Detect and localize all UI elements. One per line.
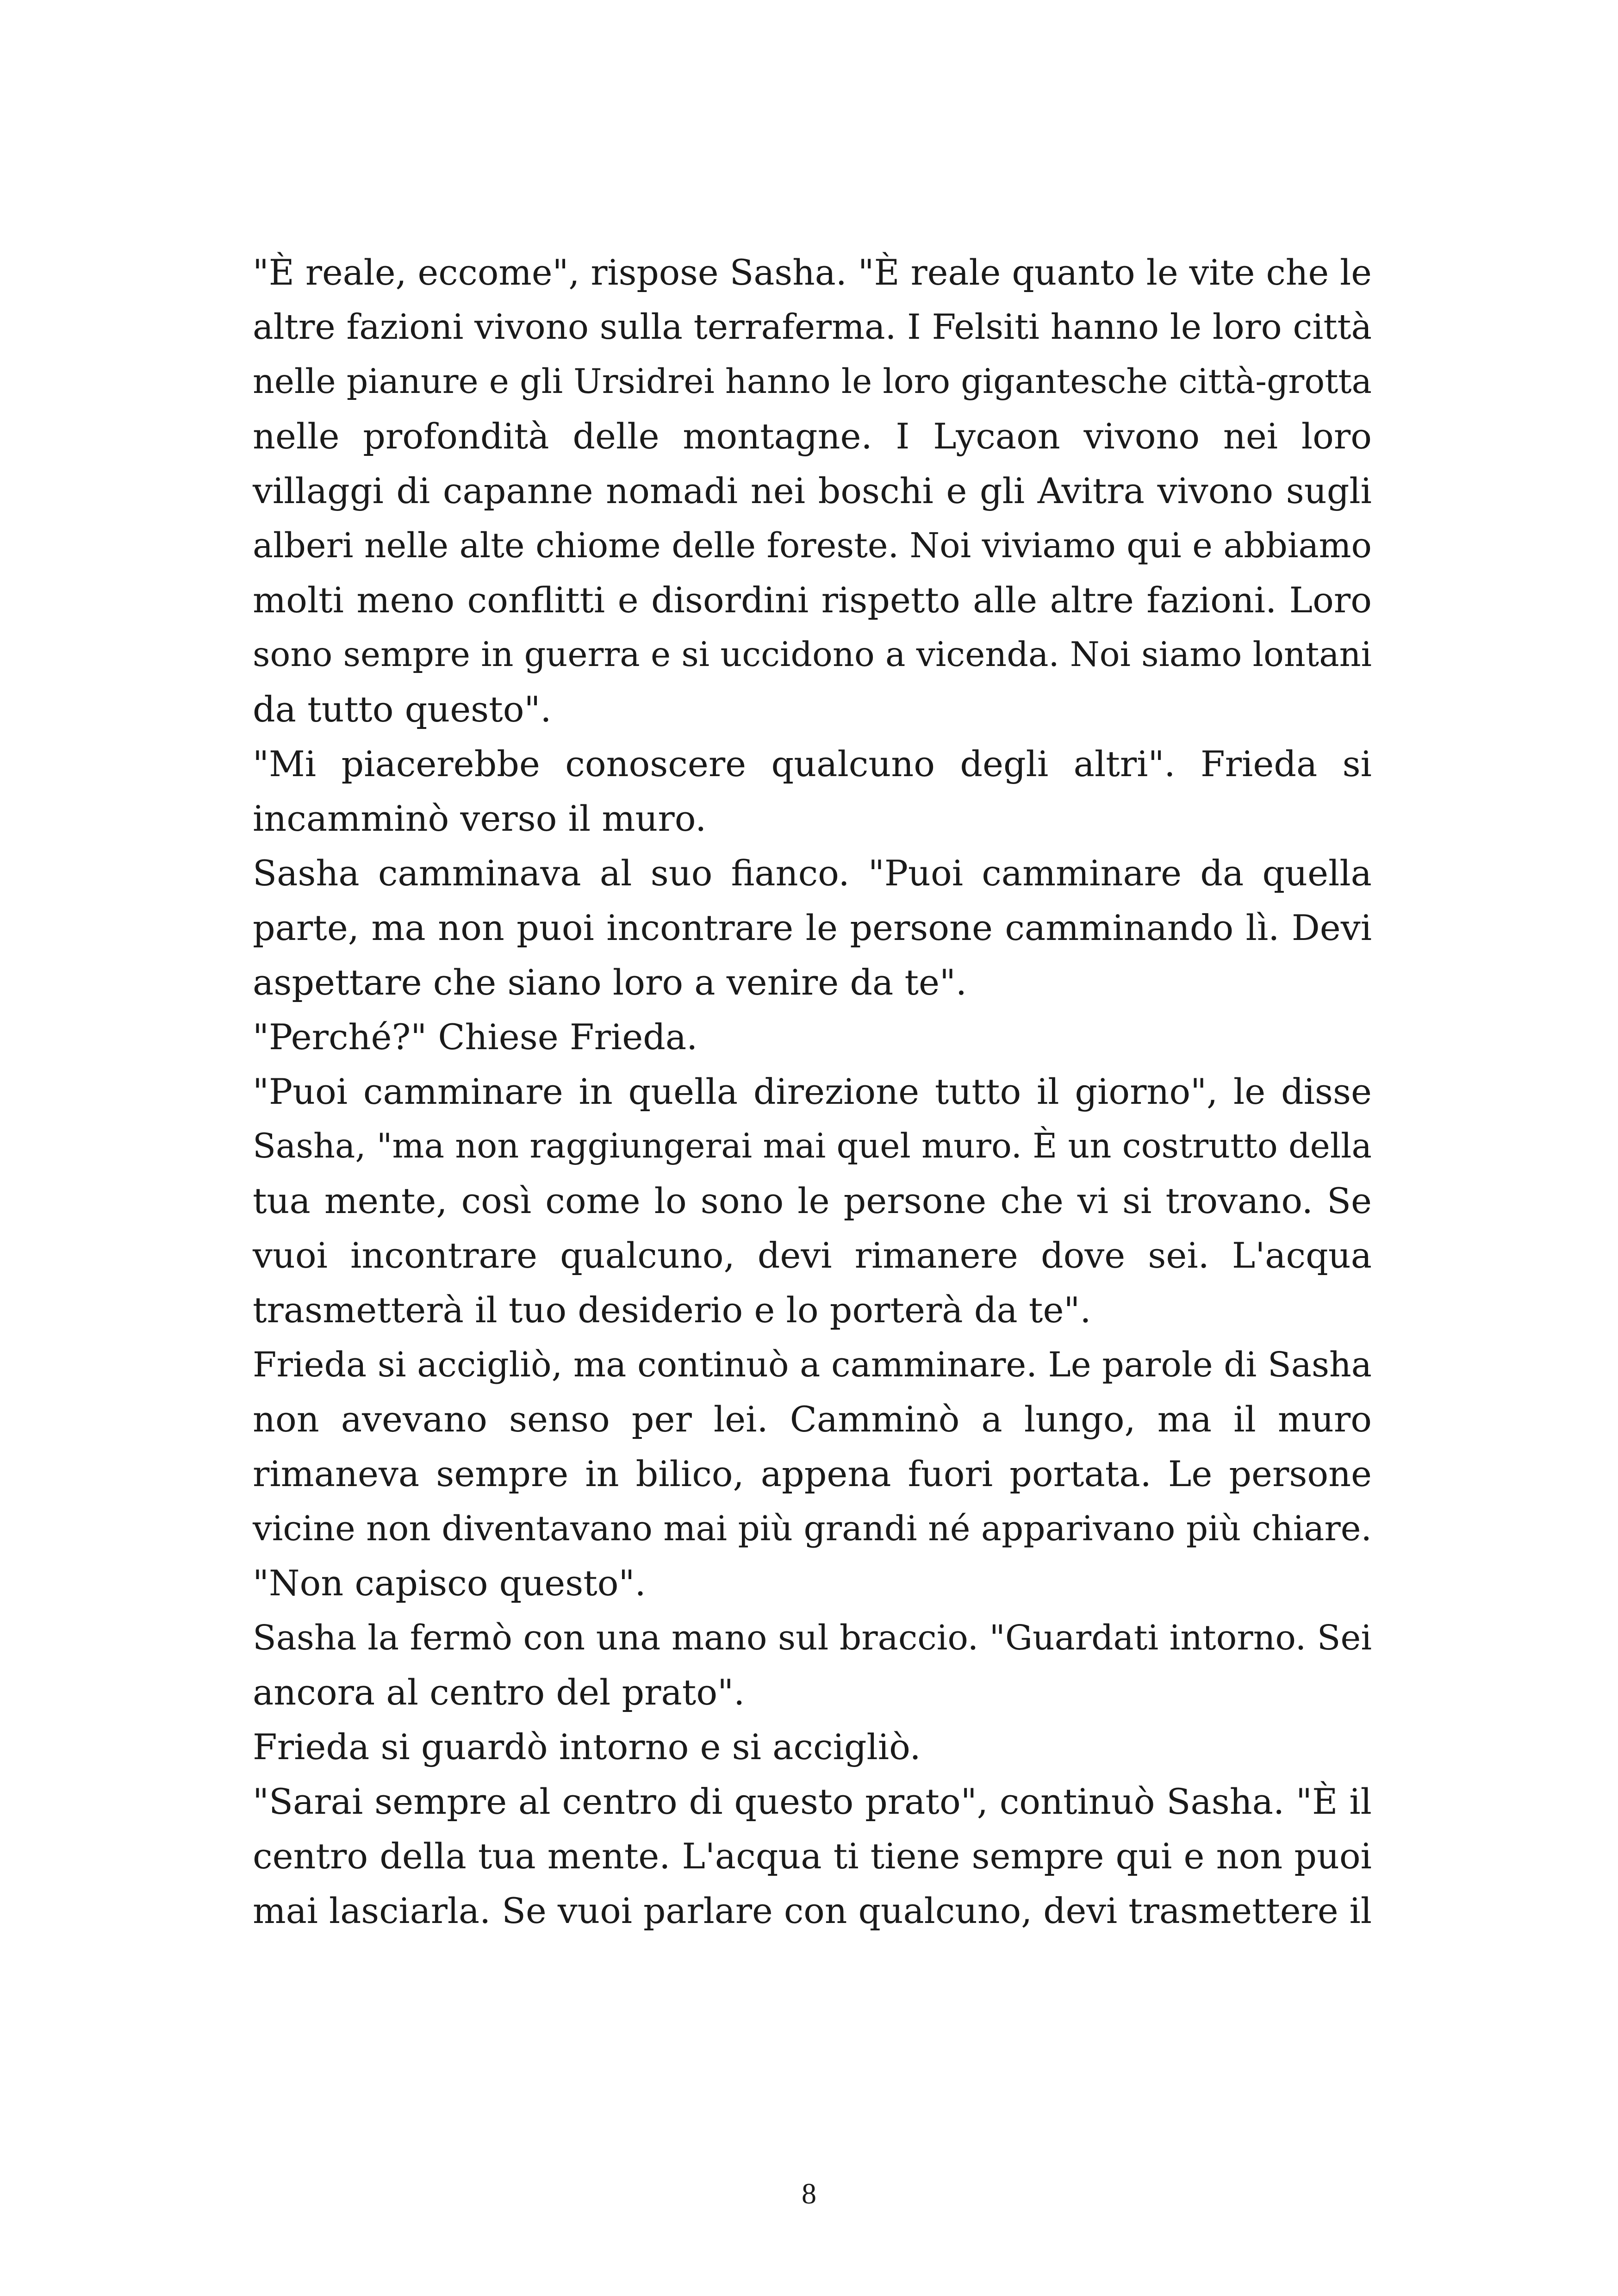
text-line: altre fazioni vivono sulla terraferma. I Felsiti hanno le loro città — [253, 307, 1372, 347]
text-line: "Perché?" Chiese Frieda. — [253, 1016, 698, 1058]
page-number: 8 — [802, 2177, 816, 2210]
text-line: Frieda si guardò intorno e si accigliò. — [253, 1726, 921, 1767]
text-line: incamminò verso il muro. — [253, 798, 707, 839]
text-line: nelle profondità delle montagne. I Lycaon vivono nei loro — [253, 416, 1372, 457]
text-line: sono sempre in guerra e si uccidono a vicenda. Noi siamo lontani — [253, 635, 1372, 674]
text-line: aspettare che siano loro a venire da te". — [253, 962, 967, 1003]
text-line: villaggi di capanne nomadi nei boschi e gli Avitra vivono sugli — [253, 470, 1372, 511]
text-line: rimaneva sempre in bilico, appena fuori portata. Le persone — [253, 1453, 1372, 1494]
text-line: trasmetterà il tuo desiderio e lo porterà da te". — [253, 1289, 1091, 1331]
text-line: ancora al centro del prato". — [253, 1672, 745, 1713]
text-line: "Puoi camminare in quella direzione tutto il giorno", le disse — [253, 1071, 1372, 1112]
text-line: da tutto questo". — [253, 689, 552, 730]
text-line: "Sarai sempre al centro di questo prato", continuò Sasha. "È il — [253, 1781, 1372, 1822]
text-line: tua mente, così come lo sono le persone che vi si trovano. Se — [253, 1180, 1372, 1221]
text-line: vuoi incontrare qualcuno, devi rimanere dove sei. L'acqua — [253, 1235, 1372, 1276]
text-line: alberi nelle alte chiome delle foreste. Noi viviamo qui e abbiamo — [253, 526, 1372, 566]
text-line: Frieda si accigliò, ma continuò a camminare. Le parole di Sasha — [253, 1345, 1372, 1385]
text-line: "Mi piacerebbe conoscere qualcuno degli altri". Frieda si — [253, 743, 1372, 784]
text-line: "È reale, eccome", rispose Sasha. "È reale quanto le vite che le — [253, 252, 1372, 293]
text-line: mai lasciarla. Se vuoi parlare con qualcuno, devi trasmettere il — [253, 1891, 1372, 1931]
text-line: molti meno conflitti e disordini rispetto alle altre fazioni. Loro — [253, 579, 1372, 621]
text-line: centro della tua mente. L'acqua ti tiene sempre qui e non puoi — [253, 1836, 1372, 1877]
text-line: parte, ma non puoi incontrare le persone camminando lì. Devi — [253, 907, 1372, 948]
text-line: Sasha la fermò con una mano sul braccio. "Guardati intorno. Sei — [253, 1618, 1372, 1658]
text-line: Sasha camminava al suo fianco. "Puoi camminare da quella — [253, 852, 1372, 894]
text-line: non avevano senso per lei. Camminò a lungo, ma il muro — [253, 1399, 1372, 1440]
body-text — [253, 245, 1372, 1938]
text-line: Sasha, "ma non raggiungerai mai quel muro. È un costrutto della — [253, 1126, 1372, 1166]
text-line: vicine non diventavano mai più grandi né apparivano più chiare. — [253, 1509, 1372, 1549]
text-line: "Non capisco questo". — [253, 1562, 646, 1604]
text-line: nelle pianure e gli Ursidrei hanno le loro gigantesche città-grotta — [253, 362, 1372, 401]
